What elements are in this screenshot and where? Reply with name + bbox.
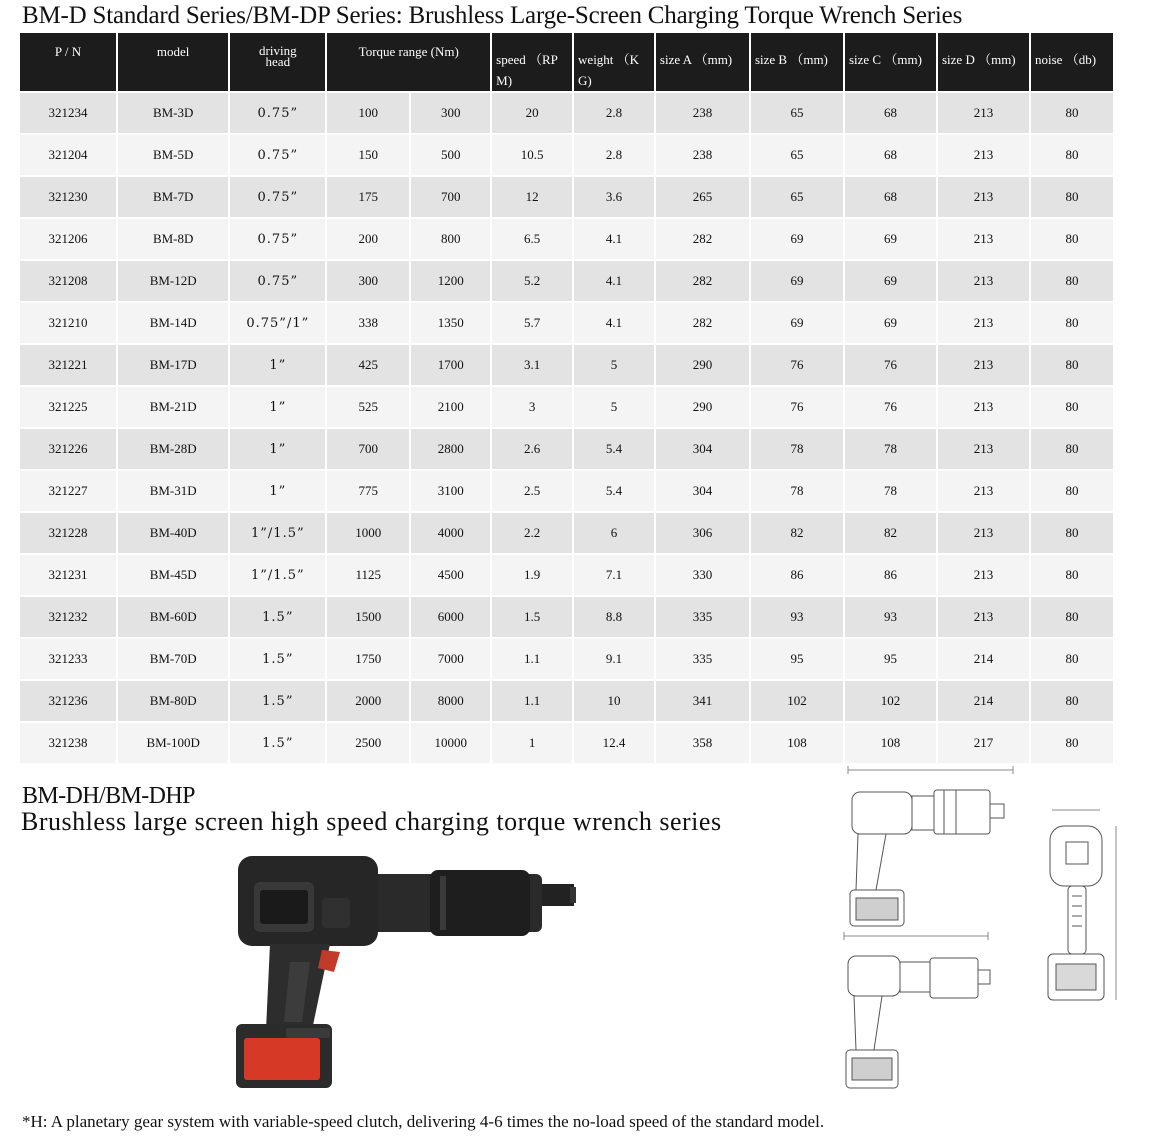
cell-pn: 321230 [20,175,116,217]
dimension-drawings [838,760,1128,1100]
cell-size-a: 238 [656,91,749,133]
cell-driving-head: 1” [230,343,325,385]
cell-torque-min: 775 [327,469,409,511]
cell-size-d: 213 [938,175,1029,217]
cell-size-d: 213 [938,385,1029,427]
cell-size-a: 265 [656,175,749,217]
cell-torque-min: 150 [327,133,409,175]
cell-torque-min: 175 [327,175,409,217]
cell-torque-max: 7000 [411,637,490,679]
cell-size-d: 213 [938,595,1029,637]
cell-pn: 321210 [20,301,116,343]
header-size-b: size B （mm) [751,33,843,91]
cell-torque-min: 1125 [327,553,409,595]
cell-size-c: 68 [845,91,936,133]
section2-title: BM-DH/BM-DHP [22,783,195,809]
header-model: model [118,33,228,91]
cell-size-d: 213 [938,427,1029,469]
cell-weight: 9.1 [574,637,654,679]
cell-weight: 6 [574,511,654,553]
cell-driving-head: 1” [230,427,325,469]
cell-size-c: 76 [845,343,936,385]
cell-pn: 321208 [20,259,116,301]
cell-size-a: 238 [656,133,749,175]
cell-size-d: 214 [938,637,1029,679]
cell-torque-min: 525 [327,385,409,427]
cell-torque-min: 2000 [327,679,409,721]
header-driving-head: driving head [230,33,325,91]
header-torque-range: Torque range (Nm) [327,33,490,91]
cell-size-c: 95 [845,637,936,679]
cell-size-b: 65 [751,175,843,217]
cell-weight: 2.8 [574,133,654,175]
cell-torque-max: 4000 [411,511,490,553]
cell-torque-max: 10000 [411,721,490,763]
cell-size-d: 213 [938,469,1029,511]
cell-pn: 321233 [20,637,116,679]
cell-pn: 321206 [20,217,116,259]
cell-model: BM-60D [118,595,228,637]
cell-speed: 3 [492,385,572,427]
cell-noise: 80 [1031,721,1113,763]
cell-pn: 321234 [20,91,116,133]
section2-subtitle: Brushless large screen high speed charging torque wrench series [21,807,722,836]
cell-torque-max: 4500 [411,553,490,595]
table-row [20,679,1113,721]
cell-size-c: 78 [845,469,936,511]
cell-size-a: 290 [656,385,749,427]
cell-model: BM-31D [118,469,228,511]
cell-size-a: 282 [656,301,749,343]
table-row [20,553,1113,595]
cell-size-c: 68 [845,133,936,175]
cell-driving-head: 0.75” [230,175,325,217]
cell-weight: 12.4 [574,721,654,763]
header-pn: P / N [20,33,116,91]
cell-torque-max: 2100 [411,385,490,427]
cell-weight: 7.1 [574,553,654,595]
cell-driving-head: 0.75” [230,133,325,175]
cell-driving-head: 1” [230,385,325,427]
cell-model: BM-21D [118,385,228,427]
cell-size-b: 86 [751,553,843,595]
cell-noise: 80 [1031,91,1113,133]
cell-noise: 80 [1031,679,1113,721]
cell-pn: 321236 [20,679,116,721]
cell-size-b: 65 [751,91,843,133]
cell-size-c: 102 [845,679,936,721]
cell-size-a: 290 [656,343,749,385]
cell-noise: 80 [1031,217,1113,259]
cell-size-d: 213 [938,343,1029,385]
cell-size-c: 78 [845,427,936,469]
header-speed: speed （RPM) [492,33,572,91]
cell-pn: 321221 [20,343,116,385]
cell-noise: 80 [1031,385,1113,427]
cell-noise: 80 [1031,427,1113,469]
table-header-row [20,33,1113,91]
cell-size-d: 217 [938,721,1029,763]
cell-size-a: 282 [656,259,749,301]
cell-size-c: 69 [845,301,936,343]
cell-model: BM-70D [118,637,228,679]
header-size-a: size A （mm) [656,33,749,91]
cell-size-b: 93 [751,595,843,637]
cell-size-c: 82 [845,511,936,553]
cell-size-c: 69 [845,217,936,259]
cell-size-a: 335 [656,595,749,637]
cell-pn: 321204 [20,133,116,175]
cell-size-b: 76 [751,343,843,385]
cell-driving-head: 0.75” [230,217,325,259]
cell-torque-max: 800 [411,217,490,259]
cell-torque-min: 1750 [327,637,409,679]
cell-driving-head: 1.5” [230,679,325,721]
cell-size-d: 213 [938,133,1029,175]
cell-torque-min: 425 [327,343,409,385]
cell-size-b: 69 [751,301,843,343]
cell-speed: 3.1 [492,343,572,385]
cell-speed: 1.5 [492,595,572,637]
cell-noise: 80 [1031,469,1113,511]
cell-size-a: 304 [656,427,749,469]
table-row [20,511,1113,553]
torque-wrench-photo [230,852,590,1092]
cell-pn: 321232 [20,595,116,637]
cell-torque-min: 100 [327,91,409,133]
cell-size-d: 213 [938,217,1029,259]
cell-pn: 321238 [20,721,116,763]
cell-torque-max: 1200 [411,259,490,301]
spec-table [18,33,1115,763]
cell-model: BM-28D [118,427,228,469]
cell-torque-min: 1500 [327,595,409,637]
cell-driving-head: 0.75” [230,91,325,133]
cell-weight: 5 [574,385,654,427]
cell-noise: 80 [1031,595,1113,637]
cell-model: BM-17D [118,343,228,385]
cell-speed: 10.5 [492,133,572,175]
cell-size-a: 341 [656,679,749,721]
cell-speed: 2.6 [492,427,572,469]
cell-weight: 8.8 [574,595,654,637]
cell-size-b: 82 [751,511,843,553]
cell-pn: 321231 [20,553,116,595]
cell-size-a: 282 [656,217,749,259]
header-size-d: size D （mm) [938,33,1029,91]
cell-size-c: 68 [845,175,936,217]
cell-torque-max: 6000 [411,595,490,637]
cell-noise: 80 [1031,343,1113,385]
cell-weight: 5.4 [574,427,654,469]
cell-speed: 1.1 [492,637,572,679]
cell-model: BM-45D [118,553,228,595]
cell-size-b: 78 [751,469,843,511]
table-row [20,385,1113,427]
cell-driving-head: 1.5” [230,595,325,637]
header-noise: noise （db) [1031,33,1113,91]
cell-speed: 5.7 [492,301,572,343]
cell-model: BM-5D [118,133,228,175]
table-row [20,595,1113,637]
cell-size-b: 69 [751,217,843,259]
table-row [20,259,1113,301]
cell-size-b: 95 [751,637,843,679]
header-size-c: size C （mm) [845,33,936,91]
footnote: *H: A planetary gear system with variable-speed clutch, delivering 4-6 times the no-load speed of the standard model. [22,1112,825,1131]
cell-speed: 1.1 [492,679,572,721]
cell-torque-max: 3100 [411,469,490,511]
cell-size-b: 76 [751,385,843,427]
cell-torque-max: 300 [411,91,490,133]
cell-size-d: 213 [938,301,1029,343]
cell-size-d: 213 [938,553,1029,595]
cell-speed: 12 [492,175,572,217]
cell-weight: 2.8 [574,91,654,133]
cell-model: BM-7D [118,175,228,217]
table-row [20,721,1113,763]
cell-size-a: 335 [656,637,749,679]
cell-driving-head: 1”/1.5” [230,511,325,553]
cell-torque-max: 700 [411,175,490,217]
cell-noise: 80 [1031,637,1113,679]
cell-noise: 80 [1031,553,1113,595]
cell-speed: 6.5 [492,217,572,259]
cell-size-a: 358 [656,721,749,763]
cell-size-c: 93 [845,595,936,637]
cell-speed: 2.2 [492,511,572,553]
cell-pn: 321227 [20,469,116,511]
table-row [20,301,1113,343]
table-row [20,427,1113,469]
cell-speed: 5.2 [492,259,572,301]
cell-driving-head: 1.5” [230,637,325,679]
cell-size-d: 214 [938,679,1029,721]
cell-torque-max: 1700 [411,343,490,385]
cell-size-c: 108 [845,721,936,763]
table-row [20,469,1113,511]
cell-size-d: 213 [938,259,1029,301]
cell-model: BM-8D [118,217,228,259]
header-weight: weight （KG) [574,33,654,91]
cell-model: BM-100D [118,721,228,763]
page-title: BM-D Standard Series/BM-DP Series: Brushless Large-Screen Charging Torque Wrench Series [22,2,963,29]
cell-speed: 1.9 [492,553,572,595]
cell-driving-head: 1”/1.5” [230,553,325,595]
cell-size-b: 108 [751,721,843,763]
cell-speed: 1 [492,721,572,763]
cell-noise: 80 [1031,259,1113,301]
cell-size-a: 306 [656,511,749,553]
cell-size-a: 330 [656,553,749,595]
cell-model: BM-3D [118,91,228,133]
cell-model: BM-14D [118,301,228,343]
cell-model: BM-80D [118,679,228,721]
cell-weight: 4.1 [574,301,654,343]
table-row [20,91,1113,133]
cell-driving-head: 0.75” [230,259,325,301]
cell-noise: 80 [1031,511,1113,553]
table-row [20,217,1113,259]
cell-size-c: 69 [845,259,936,301]
cell-pn: 321226 [20,427,116,469]
table-row [20,175,1113,217]
cell-weight: 5 [574,343,654,385]
cell-weight: 5.4 [574,469,654,511]
table-row [20,637,1113,679]
cell-torque-min: 338 [327,301,409,343]
cell-torque-min: 700 [327,427,409,469]
cell-noise: 80 [1031,175,1113,217]
table-row [20,343,1113,385]
cell-weight: 4.1 [574,259,654,301]
cell-torque-max: 1350 [411,301,490,343]
cell-size-a: 304 [656,469,749,511]
cell-weight: 3.6 [574,175,654,217]
cell-pn: 321228 [20,511,116,553]
cell-size-b: 102 [751,679,843,721]
cell-size-c: 86 [845,553,936,595]
cell-torque-min: 1000 [327,511,409,553]
cell-speed: 20 [492,91,572,133]
cell-size-d: 213 [938,511,1029,553]
cell-weight: 10 [574,679,654,721]
table-row [20,133,1113,175]
cell-weight: 4.1 [574,217,654,259]
cell-size-b: 78 [751,427,843,469]
cell-driving-head: 0.75”/1” [230,301,325,343]
cell-torque-max: 8000 [411,679,490,721]
cell-size-d: 213 [938,91,1029,133]
cell-noise: 80 [1031,133,1113,175]
cell-pn: 321225 [20,385,116,427]
cell-size-b: 69 [751,259,843,301]
cell-driving-head: 1” [230,469,325,511]
cell-speed: 2.5 [492,469,572,511]
cell-torque-max: 2800 [411,427,490,469]
cell-torque-min: 2500 [327,721,409,763]
cell-noise: 80 [1031,301,1113,343]
cell-torque-min: 300 [327,259,409,301]
cell-model: BM-12D [118,259,228,301]
cell-model: BM-40D [118,511,228,553]
cell-driving-head: 1.5” [230,721,325,763]
cell-torque-max: 500 [411,133,490,175]
cell-torque-min: 200 [327,217,409,259]
cell-size-b: 65 [751,133,843,175]
cell-size-c: 76 [845,385,936,427]
